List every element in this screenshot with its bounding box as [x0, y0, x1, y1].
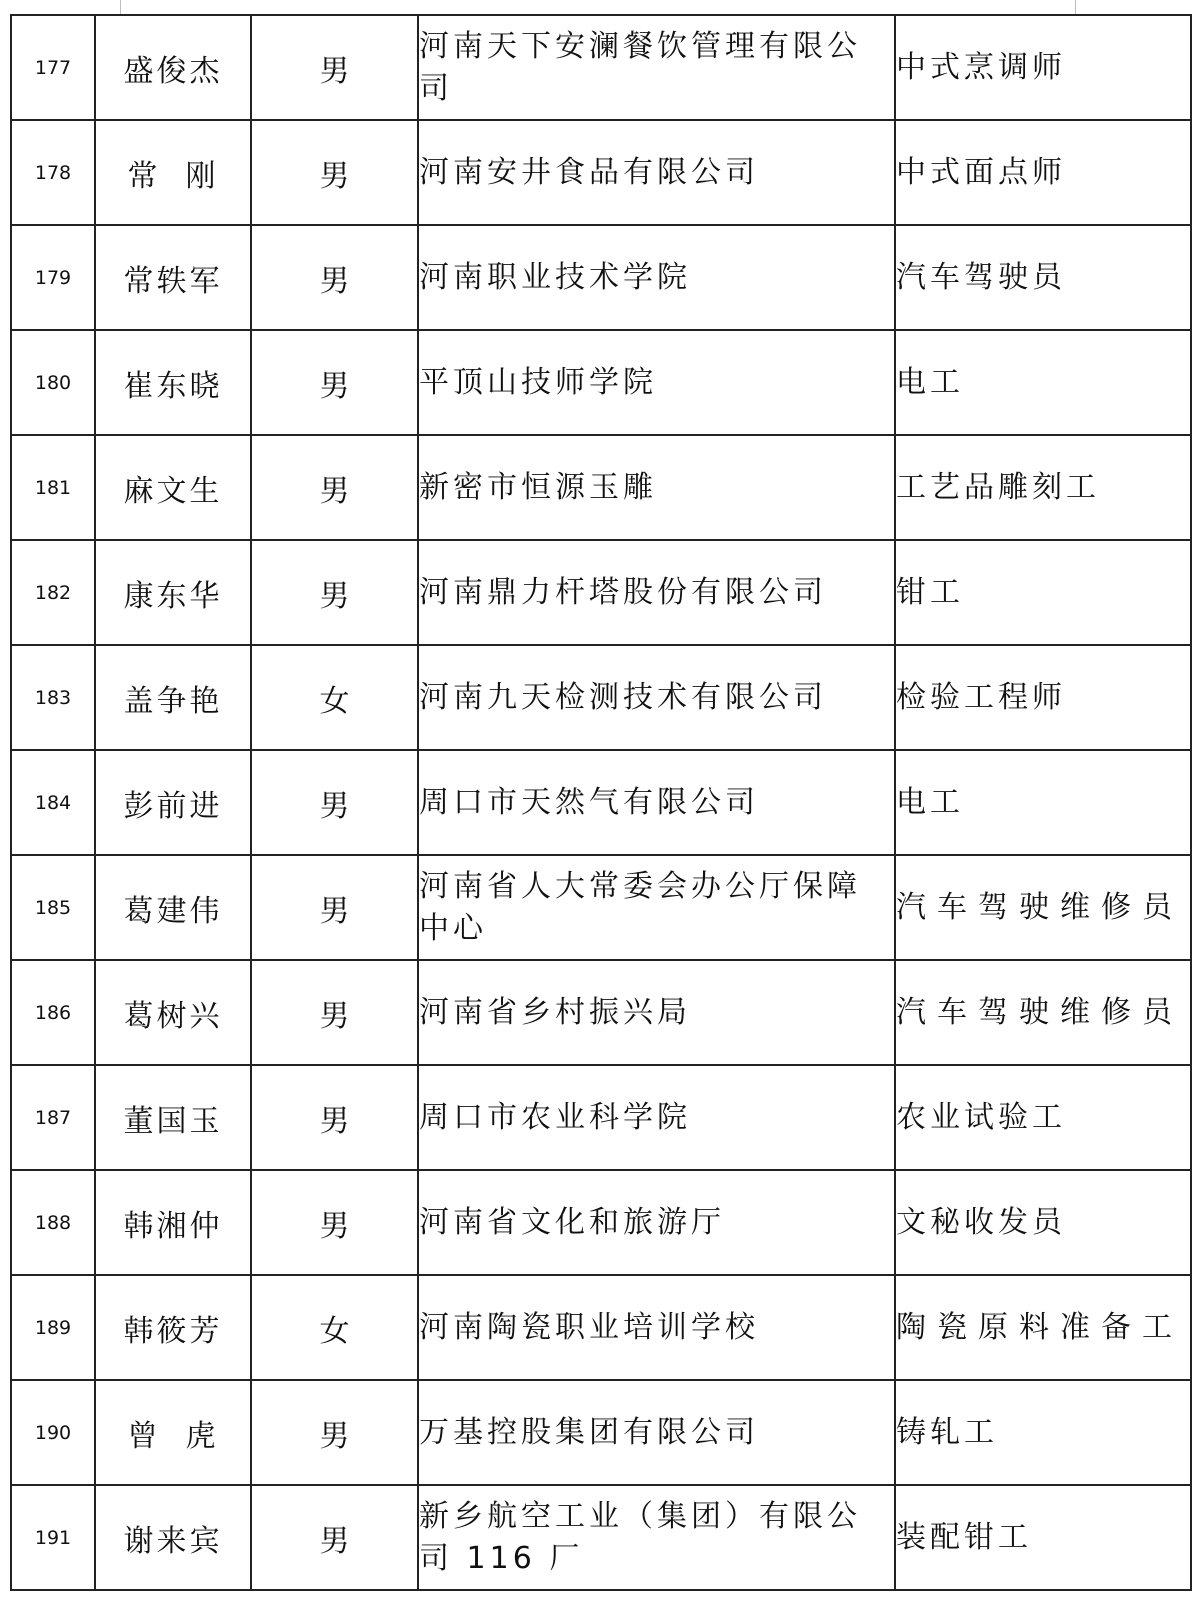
table-row: [11, 1170, 1191, 1275]
organization: 河南鼎力杆塔股份有限公司: [418, 540, 895, 645]
row-number: 179: [11, 225, 95, 330]
table-row: [11, 15, 1191, 120]
table-row: [11, 225, 1191, 330]
occupation: 农业试验工: [895, 1065, 1191, 1170]
organization: 新乡航空工业（集团）有限公司 116 厂: [418, 1485, 895, 1590]
occupation: 文秘收发员: [895, 1170, 1191, 1275]
table-row: [11, 960, 1191, 1065]
table-row: [11, 750, 1191, 855]
table-row: [11, 120, 1191, 225]
row-number: 177: [11, 15, 95, 120]
occupation: 检验工程师: [895, 645, 1191, 750]
occupation: 中式面点师: [895, 120, 1191, 225]
organization: 周口市农业科学院: [418, 1065, 895, 1170]
occupation: 工艺品雕刻工: [895, 435, 1191, 540]
organization: 平顶山技师学院: [418, 330, 895, 435]
page-corner-mark-left: [90, 0, 121, 15]
occupation: 钳工: [895, 540, 1191, 645]
table-row: [11, 330, 1191, 435]
person-name: 谢来宾: [95, 1485, 251, 1590]
gender: 男: [251, 855, 418, 960]
gender: 男: [251, 225, 418, 330]
person-name: 康东华: [95, 540, 251, 645]
organization: 河南省文化和旅游厅: [418, 1170, 895, 1275]
person-name: 韩筱芳: [95, 1275, 251, 1380]
person-name: 董国玉: [95, 1065, 251, 1170]
gender: 男: [251, 330, 418, 435]
row-number: 187: [11, 1065, 95, 1170]
row-number: 184: [11, 750, 95, 855]
row-number: 191: [11, 1485, 95, 1590]
table-row: [11, 1065, 1191, 1170]
person-name: 韩湘仲: [95, 1170, 251, 1275]
occupation: 陶瓷原料准备工: [895, 1275, 1191, 1380]
row-number: 181: [11, 435, 95, 540]
organization: 周口市天然气有限公司: [418, 750, 895, 855]
gender: 男: [251, 435, 418, 540]
gender: 男: [251, 540, 418, 645]
row-number: 190: [11, 1380, 95, 1485]
person-name: 崔东晓: [95, 330, 251, 435]
gender: 男: [251, 1485, 418, 1590]
gender: 男: [251, 1170, 418, 1275]
organization: 河南省人大常委会办公厅保障中心: [418, 855, 895, 960]
row-number: 182: [11, 540, 95, 645]
person-name: 盖争艳: [95, 645, 251, 750]
person-name: 彭前进: [95, 750, 251, 855]
organization: 河南安井食品有限公司: [418, 120, 895, 225]
organization: 河南职业技术学院: [418, 225, 895, 330]
occupation: 电工: [895, 750, 1191, 855]
gender: 女: [251, 1275, 418, 1380]
row-number: 186: [11, 960, 95, 1065]
gender: 男: [251, 15, 418, 120]
table-row: [11, 435, 1191, 540]
organization: 河南省乡村振兴局: [418, 960, 895, 1065]
person-name: 盛俊杰: [95, 15, 251, 120]
table-row: [11, 645, 1191, 750]
gender: 男: [251, 1065, 418, 1170]
row-number: 178: [11, 120, 95, 225]
page-corner-mark-right: [1075, 0, 1110, 15]
occupation: 汽车驾驶维修员: [895, 855, 1191, 960]
row-number: 180: [11, 330, 95, 435]
table-row: [11, 855, 1191, 960]
person-name: 葛树兴: [95, 960, 251, 1065]
occupation: 铸轧工: [895, 1380, 1191, 1485]
person-name: 常轶军: [95, 225, 251, 330]
table-row: [11, 1380, 1191, 1485]
person-name: 常 刚: [95, 120, 251, 225]
gender: 男: [251, 960, 418, 1065]
table-row: [11, 1485, 1191, 1590]
gender: 女: [251, 645, 418, 750]
organization: 河南陶瓷职业培训学校: [418, 1275, 895, 1380]
row-number: 188: [11, 1170, 95, 1275]
occupation: 汽车驾驶维修员: [895, 960, 1191, 1065]
row-number: 189: [11, 1275, 95, 1380]
person-name: 麻文生: [95, 435, 251, 540]
table-row: [11, 1275, 1191, 1380]
personnel-table: [10, 14, 1192, 1591]
organization: 河南九天检测技术有限公司: [418, 645, 895, 750]
gender: 男: [251, 120, 418, 225]
gender: 男: [251, 1380, 418, 1485]
occupation: 汽车驾驶员: [895, 225, 1191, 330]
occupation: 电工: [895, 330, 1191, 435]
occupation: 中式烹调师: [895, 15, 1191, 120]
table-row: [11, 540, 1191, 645]
person-name: 曾 虎: [95, 1380, 251, 1485]
gender: 男: [251, 750, 418, 855]
occupation: 装配钳工: [895, 1485, 1191, 1590]
organization: 新密市恒源玉雕: [418, 435, 895, 540]
row-number: 185: [11, 855, 95, 960]
person-name: 葛建伟: [95, 855, 251, 960]
organization: 河南天下安澜餐饮管理有限公司: [418, 15, 895, 120]
row-number: 183: [11, 645, 95, 750]
organization: 万基控股集团有限公司: [418, 1380, 895, 1485]
